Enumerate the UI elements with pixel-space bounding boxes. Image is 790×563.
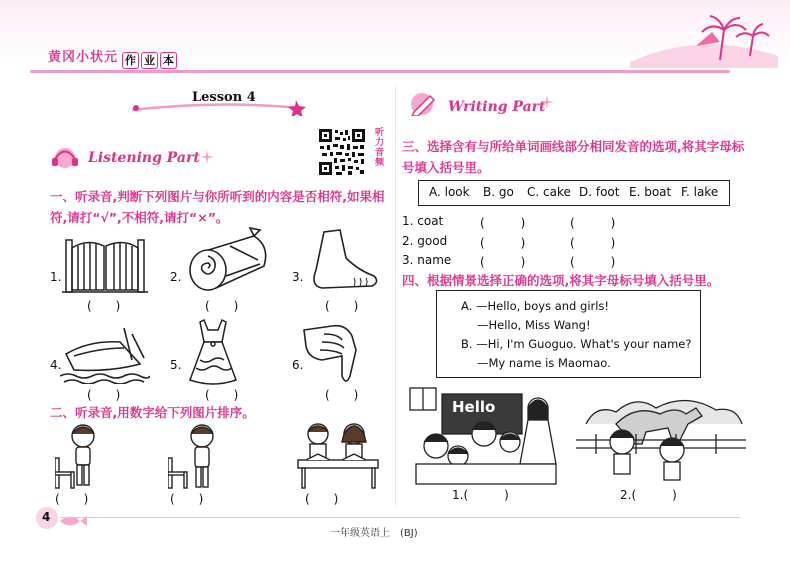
subtitle-boxes — [122, 52, 179, 69]
answer-paren[interactable]: ( ) — [325, 388, 359, 402]
scene-answer[interactable]: 1.( ) — [452, 488, 509, 502]
log-icon — [180, 226, 272, 296]
word-label: 3. name — [402, 253, 452, 267]
word-label: 1. coat — [402, 214, 444, 228]
option-f: F. lake — [681, 185, 719, 199]
page-number: 4 — [42, 510, 51, 524]
footer-rule — [60, 517, 740, 518]
question-4-prefix: 四、 — [402, 273, 428, 288]
sparkle-icon — [540, 95, 554, 109]
item-number: 1. — [50, 270, 62, 284]
palm-beach-icon — [620, 10, 780, 70]
question-3 — [402, 136, 747, 178]
brand-title: 黄冈小状元 — [48, 50, 119, 65]
zoo-scene-icon — [576, 384, 746, 488]
question-1 — [50, 186, 390, 228]
dialogue-line: —Hello, Miss Wang! — [477, 318, 591, 332]
subtitle-char: 业 — [141, 52, 158, 69]
kids-reading-icon — [296, 420, 380, 490]
options-box — [418, 180, 730, 206]
item-number: 6. — [292, 358, 304, 372]
dialogue-line: B. —Hi, I'm Guoguo. What's your name? — [461, 337, 692, 351]
header-rule — [30, 70, 730, 73]
subtitle-char: 作 — [122, 52, 139, 69]
headphones-icon — [48, 146, 82, 170]
pencil-icon — [408, 90, 438, 116]
item-number: 3. — [292, 270, 304, 284]
answer-paren[interactable]: ( ) — [205, 388, 239, 402]
item-number: 5. — [170, 358, 182, 372]
order-paren[interactable]: ( ) — [170, 492, 204, 506]
option-d: D. foot — [579, 185, 620, 199]
word-answer-1[interactable]: ( ) — [480, 255, 526, 269]
writing-part-title: Writing Part — [448, 99, 546, 115]
order-paren[interactable]: ( ) — [55, 492, 89, 506]
item-number: 4. — [50, 358, 62, 372]
subtitle-char: 本 — [160, 52, 177, 69]
scene-answer[interactable]: 2.( ) — [620, 488, 677, 502]
question-3-text: 选择含有与所给单词画线部分相同发音的选项,将其字母标号填入括号里。 — [402, 139, 745, 175]
footer-text: 一年级英语上 (BJ) — [330, 528, 418, 539]
answer-paren[interactable]: ( ) — [87, 299, 121, 313]
dress-icon — [186, 316, 240, 388]
sparkle-icon — [200, 150, 214, 164]
word-answer-2[interactable]: ( ) — [570, 216, 616, 230]
question-1-prefix: 一、 — [50, 189, 76, 204]
qr-caption: 听力音频 — [375, 128, 385, 168]
dialogue-line: —My name is Maomao. — [477, 356, 611, 370]
dialogue-line: A. —Hello, boys and girls! — [461, 299, 610, 313]
question-3-prefix: 三、 — [402, 139, 428, 154]
word-answer-2[interactable]: ( ) — [570, 255, 616, 269]
question-2-text: 听录音,用数字给下列图片排序。 — [75, 405, 255, 420]
question-4-text: 根据情景选择正确的选项,将其字母标号填入括号里。 — [427, 273, 720, 288]
gate-icon — [62, 232, 148, 294]
order-paren[interactable]: ( ) — [305, 492, 339, 506]
boy-standing-up-icon — [168, 422, 228, 490]
word-answer-2[interactable]: ( ) — [570, 236, 616, 250]
answer-paren[interactable]: ( ) — [205, 299, 239, 313]
item-number: 2. — [170, 270, 182, 284]
option-b: B. go — [483, 185, 514, 199]
word-answer-1[interactable]: ( ) — [480, 216, 526, 230]
answer-paren[interactable]: ( ) — [325, 299, 359, 313]
question-1-text: 听录音,判断下列图片与你所听到的内容是否相符,如果相符,请打“√”,不相符,请打“×”。 — [50, 189, 385, 225]
column-divider — [395, 86, 396, 506]
dialogue-box — [436, 290, 701, 378]
boat-icon — [60, 320, 150, 384]
option-c: C. cake — [527, 185, 571, 199]
option-e: E. boat — [629, 185, 672, 199]
lesson-title: Lesson 4 — [192, 90, 256, 105]
answer-paren[interactable]: ( ) — [87, 388, 121, 402]
listening-part-title: Listening Part — [88, 150, 200, 166]
question-4 — [402, 270, 747, 291]
word-label: 2. good — [402, 234, 448, 248]
foot-icon — [302, 228, 382, 294]
qr-code-icon[interactable] — [318, 128, 366, 176]
option-a: A. look — [429, 185, 470, 199]
word-answer-1[interactable]: ( ) — [480, 236, 526, 250]
boy-sitting-down-icon — [55, 422, 115, 490]
thumb-icon — [302, 316, 374, 386]
question-2-prefix: 二、 — [50, 405, 76, 420]
board-text: Hello — [452, 398, 496, 416]
